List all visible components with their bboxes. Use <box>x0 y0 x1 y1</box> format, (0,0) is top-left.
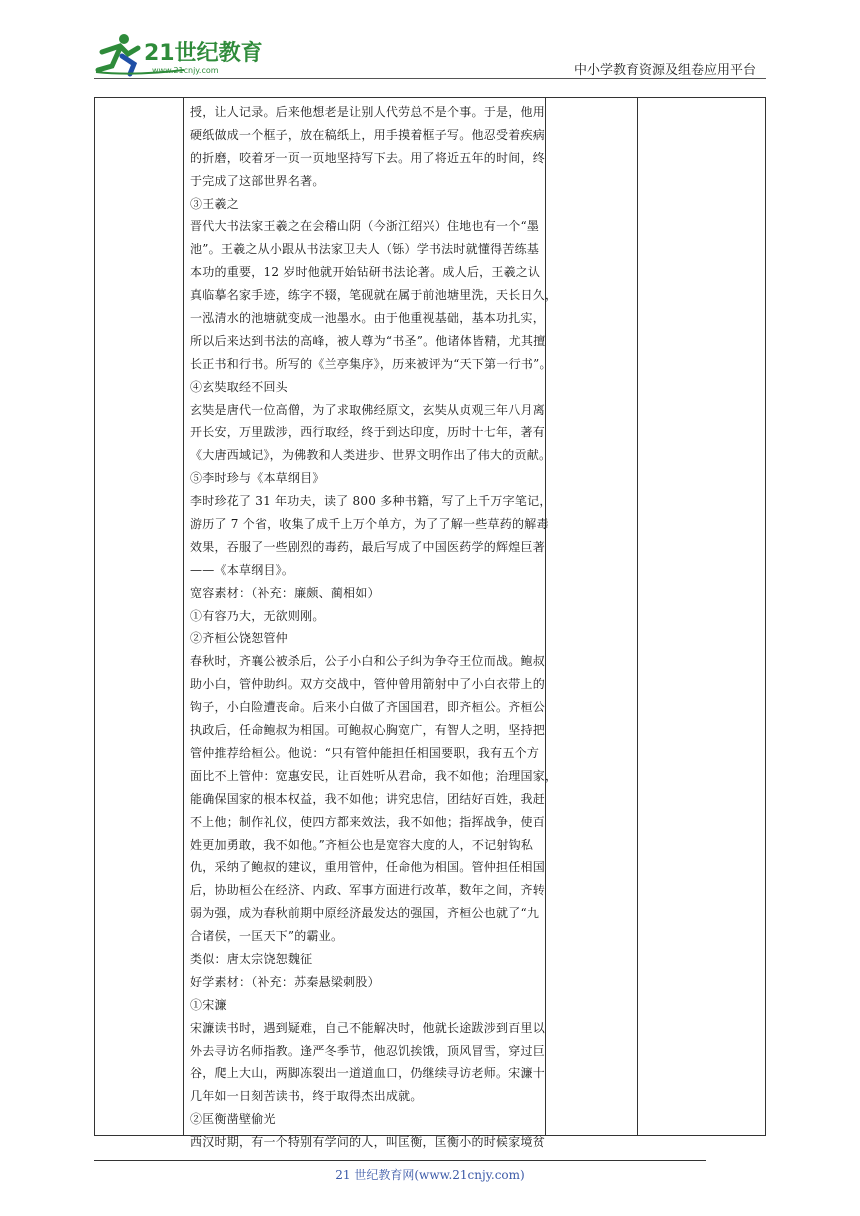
text-line: 姓更加勇敢，我不如他。”齐桓公也是宽容大度的人，不记射钩私 <box>190 837 534 852</box>
text-line: 游历了 7 个省，收集了成千上万个单方，为了了解一些草药的解毒 <box>190 517 549 532</box>
text-line: 《大唐西域记》，为佛教和人类进步、世界文明作出了伟大的贡献。 <box>190 448 552 463</box>
logo-text: 21世纪教育 <box>144 41 263 66</box>
text-line: 所以后来达到书法的高峰，被人尊为“书圣”。他诸体皆精，尤其擅 <box>190 333 546 348</box>
text-line: 宋濂读书时，遇到疑难，自己不能解决时，他就长途跋涉到百里以 <box>190 1020 545 1035</box>
text-line: 授，让人记录。后来他想老是让别人代劳总不是个事。于是，他用 <box>190 105 545 119</box>
text-line: 仇，采纳了鲍叔的建议，重用管仲，任命他为相国。管仲担任相国 <box>190 860 545 875</box>
text-line: 执政后，任命鲍叔为相国。可鲍叔心胸宽广，有智人之明，坚持把 <box>190 723 545 738</box>
text-line: ②匡衡凿壁偷光 <box>190 1112 276 1127</box>
logo-url: www.21cnjy.com <box>152 66 219 75</box>
text-line: 合诸侯，一匡天下”的霸业。 <box>190 929 344 944</box>
content-table <box>94 97 766 1150</box>
text-line: 开长安，万里跋涉，西行取经，终于到达印度，历时十七年，著有 <box>190 425 545 440</box>
text-line: ②齐桓公饶恕管仲 <box>190 631 288 646</box>
text-line: 的折磨，咬着牙一页一页地坚持写下去。用了将近五年的时间，终 <box>190 150 545 165</box>
text-line: 春秋时，齐襄公被杀后，公子小白和公子纠为争夺王位而战。鲍叔 <box>190 654 545 669</box>
footer-divider <box>94 1160 706 1161</box>
text-line: 池”。王羲之从小跟从书法家卫夫人（铄）学书法时就懂得苦练基 <box>190 242 540 257</box>
text-line: 长正书和行书。所写的《兰亭集序》，历来被评为“天下第一行书”。 <box>190 356 552 371</box>
header-divider <box>94 78 766 79</box>
text-line: ——《本草纲目》。 <box>190 562 295 577</box>
text-line: 硬纸做成一个框子，放在稿纸上，用手摸着框子写。他忍受着疾病 <box>190 127 545 142</box>
text-line: 真临摹名家手迹，练字不辍，笔砚就在属于前池塘里洗，天长日久， <box>190 288 558 303</box>
text-line: 弱为强，成为春秋前期中原经济最发达的强国，齐桓公也就了“九 <box>190 906 540 921</box>
text-line: 钩子，小白险遭丧命。后来小白做了齐国国君，即齐桓公。齐桓公 <box>190 700 545 715</box>
text-line: 能确保国家的根本权益，我不如他；讲究忠信，团结好百姓，我赶 <box>190 791 545 806</box>
text-line: 后，协助桓公在经济、内政、军事方面进行改革，数年之间，齐转 <box>190 883 545 898</box>
column-divider-1 <box>183 98 184 1135</box>
column-divider-3 <box>637 98 638 1135</box>
text-line: 宽容素材：（补充：廉颇、蔺相如） <box>190 585 380 600</box>
text-line: 类似：唐太宗饶恕魏征 <box>190 951 313 966</box>
text-line: 谷，爬上大山，两脚冻裂出一道道血口，仍继续寻访老师。宋濂十 <box>190 1066 545 1081</box>
text-line: 本功的重要，12 岁时他就开始钻研书法论著。成人后，王羲之认 <box>190 265 541 280</box>
site-logo <box>94 30 264 78</box>
text-line: 西汉时期，有一个特别有学问的人，叫匡衡，匡衡小的时候家境贫 <box>190 1135 545 1150</box>
text-line: 外去寻访名师指教。逢严冬季节，他忍饥挨饿，顶风冒雪，穿过巨 <box>190 1043 545 1058</box>
footer-link[interactable]: 21 世纪教育网(www.21cnjy.com) <box>335 1168 525 1182</box>
platform-name: 中小学教育资源及组卷应用平台 <box>573 63 756 78</box>
text-line: 一泓清水的池塘就变成一池墨水。由于他重视基础，基本功扎实， <box>190 311 545 326</box>
text-line: 管仲推荐给桓公。他说：“只有管仲能担任相国要职，我有五个方 <box>190 745 540 760</box>
text-line: 于完成了这部世界名著。 <box>190 173 325 188</box>
text-line: 不上他；制作礼仪，使四方都来效法，我不如他；指挥战争，使百 <box>190 814 545 829</box>
text-line: 李时珍花了 31 年功夫，读了 800 多种书籍，写了上千万字笔记， <box>190 494 552 509</box>
text-line: 好学素材：（补充：苏秦悬梁刺股） <box>190 974 380 989</box>
text-line: 几年如一日刻苦读书，终于取得杰出成就。 <box>190 1089 423 1104</box>
text-line: 助小白，管仲助纠。双方交战中，管仲曾用箭射中了小白衣带上的 <box>190 677 545 692</box>
text-line: ①宋濂 <box>190 997 227 1012</box>
column-divider-2 <box>545 98 546 1135</box>
text-line: ①有容乃大，无欲则刚。 <box>190 608 325 623</box>
main-text-cell <box>190 98 558 1150</box>
text-line: 面比不上管仲：宽惠安民，让百姓听从君命，我不如他；治理国家， <box>190 768 558 783</box>
text-line: 晋代大书法家王羲之在会稽山阴（今浙江绍兴）住地也有一个“墨 <box>190 219 540 234</box>
text-line: ⑤李时珍与《本草纲目》 <box>190 471 325 486</box>
text-line: 玄奘是唐代一位高僧，为了求取佛经原文，玄奘从贞观三年八月离 <box>190 402 545 417</box>
text-line: ③王羲之 <box>190 196 239 211</box>
text-line: 效果，吞服了一些剧烈的毒药，最后写成了中国医药学的辉煌巨著 <box>190 539 545 554</box>
text-line: ④玄奘取经不回头 <box>190 379 288 394</box>
